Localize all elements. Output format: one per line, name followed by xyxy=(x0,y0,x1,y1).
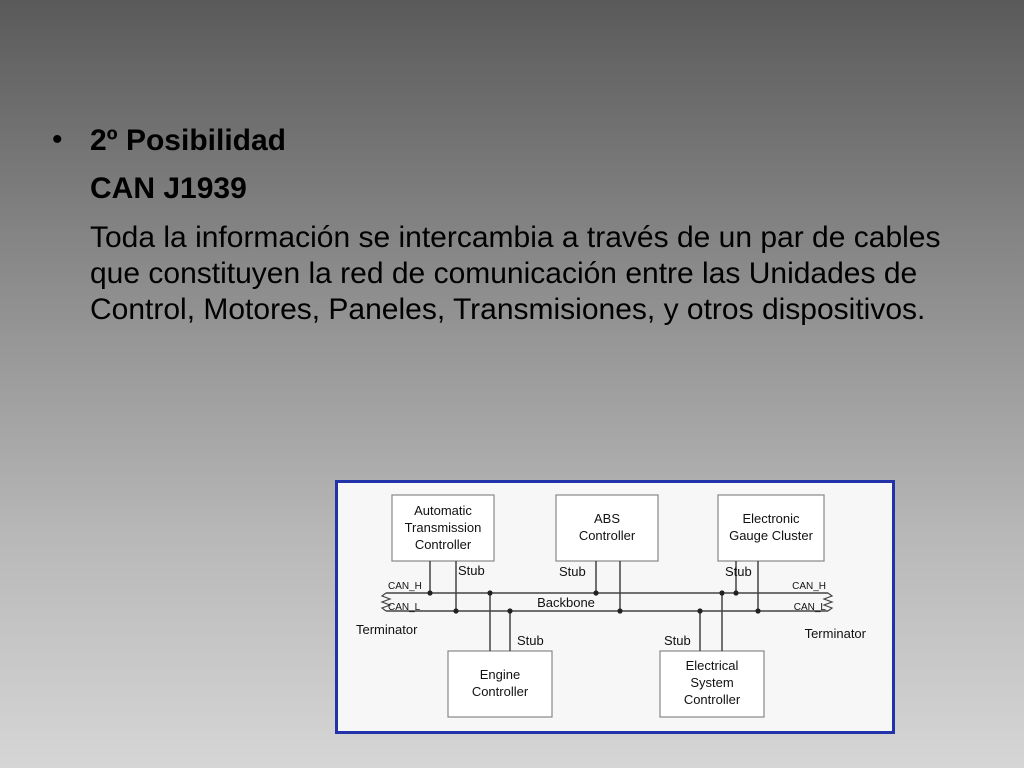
egc-line-1: Electronic xyxy=(742,511,800,526)
atc-line-3: Controller xyxy=(414,537,472,552)
stub-label-atc: Stub xyxy=(458,563,485,578)
stub-label-egc: Stub xyxy=(725,564,752,579)
automatic-transmission-controller-box xyxy=(392,495,494,561)
can-l-label-right: CAN_L xyxy=(793,602,826,613)
atc-line-2: Transmission xyxy=(404,520,482,535)
ess-line-2: System xyxy=(690,675,734,690)
stub-label-abs: Stub xyxy=(559,564,586,579)
abs-line-2: Controller xyxy=(578,528,636,543)
electrical-system-controller-box xyxy=(660,651,764,717)
ess-line-3: Controller xyxy=(683,692,741,707)
engine-controller-box xyxy=(448,651,552,717)
egc-line-2: Gauge Cluster xyxy=(729,528,813,543)
stub-label-ess: Stub xyxy=(664,633,691,648)
can-bus-diagram xyxy=(335,480,895,734)
slide-subheading: CAN J1939 xyxy=(90,172,247,205)
electronic-gauge-cluster-box xyxy=(718,495,824,561)
ess-line-1: Electrical xyxy=(685,658,739,673)
engine-line-2: Controller xyxy=(471,684,529,699)
bullet-marker: • xyxy=(52,123,63,156)
can-h-label-right: CAN_H xyxy=(792,581,826,592)
abs-controller-box xyxy=(556,495,658,561)
can-h-label-left: CAN_H xyxy=(388,581,422,592)
terminator-label-left: Terminator xyxy=(356,622,418,637)
stub-label-engine: Stub xyxy=(517,633,544,648)
abs-line-1: ABS xyxy=(593,511,621,526)
terminator-label-right: Terminator xyxy=(804,626,866,641)
engine-line-1: Engine xyxy=(479,667,521,682)
backbone-label: Backbone xyxy=(537,595,595,610)
can-bus-diagram-svg xyxy=(338,483,892,731)
atc-line-1: Automatic xyxy=(414,503,472,518)
slide-heading: 2º Posibilidad xyxy=(90,124,286,157)
slide-body: Toda la información se intercambia a través de un par de cables que constituyen la red de comunicación entre las Unidades de Control, Motores, Paneles, Transmisiones, y otros dispositivos. xyxy=(90,221,941,326)
can-l-label-left: CAN_L xyxy=(388,602,421,613)
